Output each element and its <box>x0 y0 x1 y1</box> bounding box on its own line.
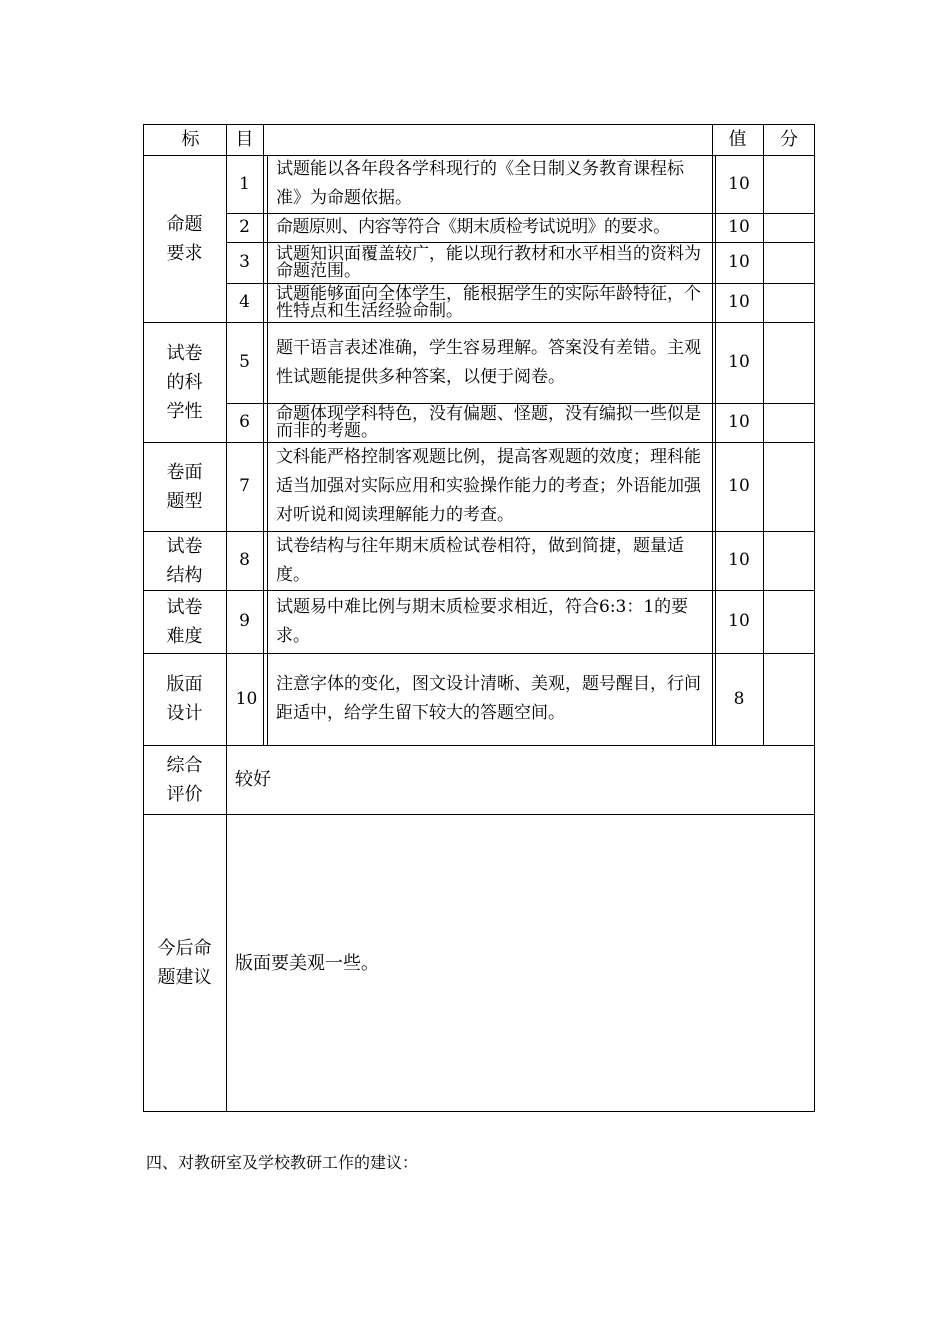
item-number: 8 <box>239 550 250 570</box>
item-number: 10 <box>235 688 258 709</box>
item-number: 1 <box>239 173 250 194</box>
item-text: 试题能够面向全体学生，能根据学生的实际年龄特征，个性特点和生活经验命制。 <box>276 283 701 321</box>
overall-evaluation: 较好 <box>235 769 271 790</box>
item-score <box>763 403 815 442</box>
item-text: 命题体现学科特色，没有偏题、怪题，没有编拟一些似是而非的考题。 <box>276 403 701 441</box>
header-cell: 值 <box>728 129 747 150</box>
item-text: 注意字体的变化，图文设计清晰、美观，题号醒目，行间距适中，给学生留下较大的答题空间。 <box>276 674 701 723</box>
category-label: 今后命 题建议 <box>157 938 212 988</box>
item-score <box>763 442 815 531</box>
item-value: 10 <box>728 252 750 272</box>
header-cell: 目 <box>235 129 254 150</box>
item-value: 10 <box>728 476 750 496</box>
item-text: 试题知识面覆盖较广，能以现行教材和水平相当的资料为命题范围。 <box>276 243 701 281</box>
item-value: 10 <box>728 611 750 631</box>
item-text: 题干语言表述准确，学生容易理解。答案没有差错。主观性试题能提供多种答案，以便于阅卷。 <box>276 337 701 387</box>
item-number: 4 <box>239 292 250 312</box>
item-value: 8 <box>733 688 745 709</box>
item-value: 10 <box>728 550 750 570</box>
item-number: 9 <box>239 611 250 631</box>
item-score <box>763 531 815 590</box>
category-label: 试卷 结构 <box>166 535 203 586</box>
future-suggestion: 版面要美观一些。 <box>235 952 379 974</box>
item-value: 10 <box>728 173 750 194</box>
item-score <box>763 590 815 653</box>
header-cell: 分 <box>780 129 798 150</box>
table-rule <box>712 124 713 745</box>
item-text: 文科能严格控制客观题比例，提高客观题的效度；理科能适当加强对实际应用和实验操作能力的考查；外语能加强对听说和阅读理解能力的考查。 <box>276 447 701 525</box>
item-score <box>763 213 815 242</box>
item-number: 7 <box>239 476 250 496</box>
header-cell <box>263 124 712 155</box>
item-score <box>763 155 815 213</box>
category-label: 综合 评价 <box>166 754 203 805</box>
item-value: 10 <box>728 292 750 312</box>
header-cell: 标 <box>181 129 200 150</box>
category-label: 命题 要求 <box>166 213 203 264</box>
item-score <box>763 242 815 283</box>
category-label: 版面 设计 <box>166 674 203 724</box>
item-value: 10 <box>728 217 750 237</box>
item-number: 3 <box>239 252 250 272</box>
item-score <box>763 283 815 322</box>
item-number: 5 <box>239 352 250 372</box>
item-text: 试题易中难比例与期末质检要求相近，符合6:3：1的要求。 <box>276 596 689 646</box>
category-label: 试卷 的科 学性 <box>166 342 203 422</box>
section-heading: 四、对教研室及学校教研工作的建议： <box>146 1153 419 1172</box>
item-value: 10 <box>728 352 750 372</box>
item-text: 试卷结构与往年期末质检试卷相符，做到简捷，题量适度。 <box>276 535 684 585</box>
item-text: 试题能以各年段各学科现行的《全日制义务教育课程标准》为命题依据。 <box>276 159 684 208</box>
item-number: 6 <box>239 412 250 432</box>
item-text: 命题原则、内容等符合《期末质检考试说明》的要求。 <box>276 217 670 237</box>
item-value: 10 <box>728 412 750 432</box>
table-rule <box>263 124 264 745</box>
item-score <box>763 322 815 403</box>
item-number: 2 <box>239 217 250 237</box>
item-score <box>763 653 815 745</box>
category-label: 卷面 题型 <box>166 461 203 512</box>
category-label: 试卷 难度 <box>166 596 203 647</box>
